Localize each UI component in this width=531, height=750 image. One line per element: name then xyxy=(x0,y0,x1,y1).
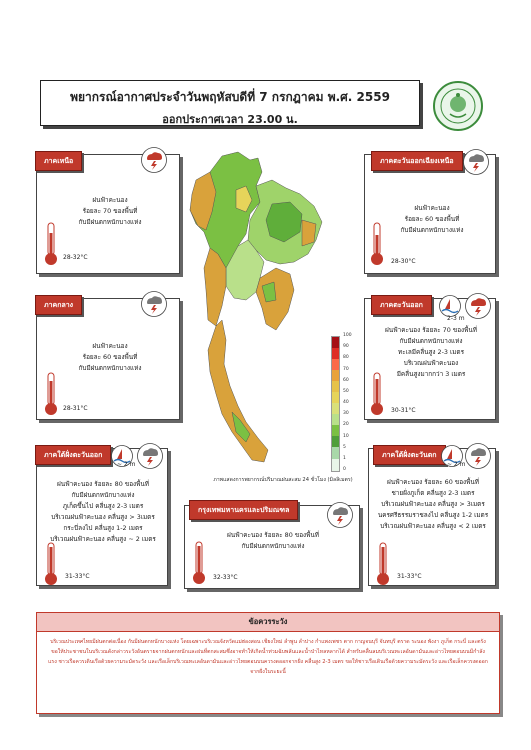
card-central-forecast: ฝนฟ้าคะนอง ร้อยละ 60 ของพื้นที่ กับมีฝนตกหนักบางแห่ง xyxy=(78,342,142,372)
card-north-title: ภาคเหนือ xyxy=(35,151,82,171)
thermometer-icon xyxy=(375,541,391,587)
card-bangkok-title: กรุงเทพมหานครและปริมณฑล xyxy=(189,500,298,520)
thermometer-icon xyxy=(369,221,385,267)
card-south-east-temp: 31-33°C xyxy=(65,573,90,580)
legend-tick-label: 0 xyxy=(343,467,346,472)
thermometer-icon xyxy=(369,371,385,417)
legend-tick-label: 40 xyxy=(343,400,349,405)
forecast-title: พยากรณ์อากาศประจำวันพฤหัสบดีที่ 7 กรกฎาคม พ.ศ. 2559 xyxy=(70,90,390,104)
legend-tick-label: 80 xyxy=(343,355,349,361)
thunderstorm-icon xyxy=(327,502,353,528)
legend-tick-label: 50 xyxy=(343,388,349,394)
thunderstorm-icon xyxy=(463,149,489,175)
legend-tick-label: 60 xyxy=(343,377,349,383)
map-south-region xyxy=(208,320,268,462)
card-south-west-title: ภาคใต้ฝั่งตะวันตก xyxy=(373,445,446,465)
card-south-east-wave: ~ 2 m xyxy=(117,461,136,468)
warning-title: ข้อควรระวัง xyxy=(37,613,499,632)
thermometer-icon xyxy=(43,221,59,267)
sea-wave-icon xyxy=(439,295,461,317)
thunderstorm-icon xyxy=(141,291,167,317)
card-south-west xyxy=(368,448,496,586)
warning-box xyxy=(36,612,500,714)
thermometer-icon xyxy=(191,540,207,586)
card-east xyxy=(364,298,496,420)
issue-time: ออกประกาศเวลา 23.00 น. xyxy=(162,113,298,126)
map-caption: ภาพแสดงการพยากรณ์ปริมาณฝนสะสม 24 ชั่วโมง (มิลลิเมตร) xyxy=(213,477,353,483)
warning-text: บริเวณประเทศไทยมีฝนตกต่อเนื่อง กับมีฝนตกหนักบางแห่ง โดยเฉพาะบริเวณจังหวัดแม่ฮ่องสอน เชียงใหม่ ลำพูน ลำปาง กำแพงเพชร ตาก กาญจนบุรี จันทบุรี ตราด ระนอง พังงา ภูเก็ต กระบี่ และตรัง ขอให้ประชาชนในบริเวณดังกล่าวระวังอันตรายจากฝนตกหนักและฝนที่ตกสะสมซึ่งอาจทำให้เกิดน้ำท่วมฉับพลันและน้ำป่าไหลหลากได้ สำหรับคลื่นลมบริเวณทะเลอันดามันและอ่าวไทยตอนบนมีกำลังแรง ชาวเรือควรเดินเรือด้วยความระมัดระวัง และเรือเล็กบริเวณทะเลอันดามันและอ่าวไทยตอนบนควรงดออกจากฝั่ง คลื่นสูง 2-3 เมตร ขอให้ชาวเรือเดินเรือด้วยความระมัดระวัง และเรือเล็กควรงดออกจากฝั่งในระยะนี้ xyxy=(48,639,488,675)
card-north-forecast: ฝนฟ้าคะนอง ร้อยละ 70 ของพื้นที่ กับมีฝนตกหนักบางแห่ง xyxy=(78,196,142,226)
card-north-temp: 28-32°C xyxy=(63,254,88,261)
legend-tick-label: 30 xyxy=(343,411,349,417)
card-south-east-forecast: ฝนฟ้าคะนอง ร้อยละ 80 ของพื้นที่ กับมีฝนตกหนักบางแห่ง ภูเก็ตขึ้นไป คลื่นสูง 2-3 เมตร บริเวณฝนฟ้าคะนอง คลื่นสูง > 3เมตร กระบี่ลงไป คลื่นสูง 1-2 เมตร บริเวณฝนฟ้าคะนอง คลื่นสูง ~ 2 เมตร xyxy=(50,480,156,543)
card-south-west-temp: 31-33°C xyxy=(397,573,422,580)
card-bangkok xyxy=(184,505,360,589)
legend-tick-label: 90 xyxy=(343,344,349,350)
card-central xyxy=(36,298,180,420)
card-northeast-forecast: ฝนฟ้าคะนอง ร้อยละ 60 ของพื้นที่ กับมีฝนตกหนักบางแห่ง xyxy=(400,204,464,234)
card-northeast-title: ภาคตะวันออกเฉียงเหนือ xyxy=(371,151,463,171)
thunderstorm-icon xyxy=(465,293,491,319)
card-northeast-temp: 28-30°C xyxy=(391,258,416,265)
tmd-seal-logo xyxy=(432,80,484,132)
legend-tick-label: 10 xyxy=(343,433,349,439)
legend-tick-label: 100 xyxy=(343,333,352,338)
thunderstorm-icon xyxy=(465,443,491,469)
card-east-temp: 30-31°C xyxy=(391,407,416,414)
legend-tick-label: 70 xyxy=(343,366,349,372)
card-south-east xyxy=(36,448,168,586)
card-northeast xyxy=(364,154,496,274)
card-south-west-forecast: ฝนฟ้าคะนอง ร้อยละ 60 ของพื้นที่ ชายฝั่งภูเก็ต คลื่นสูง 2-3 เมตร บริเวณฝนฟ้าคะนอง คลื่นสูง > 3เมตร นครศรีธรรมราชลงไป คลื่นสูง 1-2 เมตร บริเวณฝนฟ้าคะนอง คลื่นสูง < 2 เมตร xyxy=(377,478,489,530)
card-bangkok-temp: 32-33°C xyxy=(213,574,238,581)
card-east-wave: 2-3 m xyxy=(447,315,465,322)
card-south-west-wave: ~ 2 m xyxy=(447,461,466,468)
thunderstorm-icon xyxy=(137,443,163,469)
thunderstorm-icon xyxy=(141,147,167,173)
card-central-temp: 28-31°C xyxy=(63,405,88,412)
thailand-rain-map xyxy=(176,150,326,472)
legend-tick-label: 5 xyxy=(343,444,346,450)
rain-legend-bar xyxy=(331,336,340,472)
legend-tick-label: 20 xyxy=(343,422,349,428)
card-south-east-title: ภาคใต้ฝั่งตะวันออก xyxy=(35,445,111,465)
map-northeast-orange xyxy=(302,220,316,246)
forecast-title-box xyxy=(40,80,420,126)
card-bangkok-forecast: ฝนฟ้าคะนอง ร้อยละ 80 ของพื้นที่ กับมีฝนตกหนักบางแห่ง xyxy=(227,531,319,550)
thermometer-icon xyxy=(43,371,59,417)
legend-tick-label: 1 xyxy=(343,455,346,461)
card-east-forecast: ฝนฟ้าคะนอง ร้อยละ 70 ของพื้นที่ กับมีฝนตกหนักบางแห่ง ทะเลมีคลื่นสูง 2-3 เมตร บริเวณฝนฟ้าคะนอง มีคลื่นสูงมากกว่า 3 เมตร xyxy=(385,326,477,378)
card-central-title: ภาคกลาง xyxy=(35,295,82,315)
card-north xyxy=(36,154,180,274)
thermometer-icon xyxy=(43,541,59,587)
card-east-title: ภาคตะวันออก xyxy=(371,295,432,315)
